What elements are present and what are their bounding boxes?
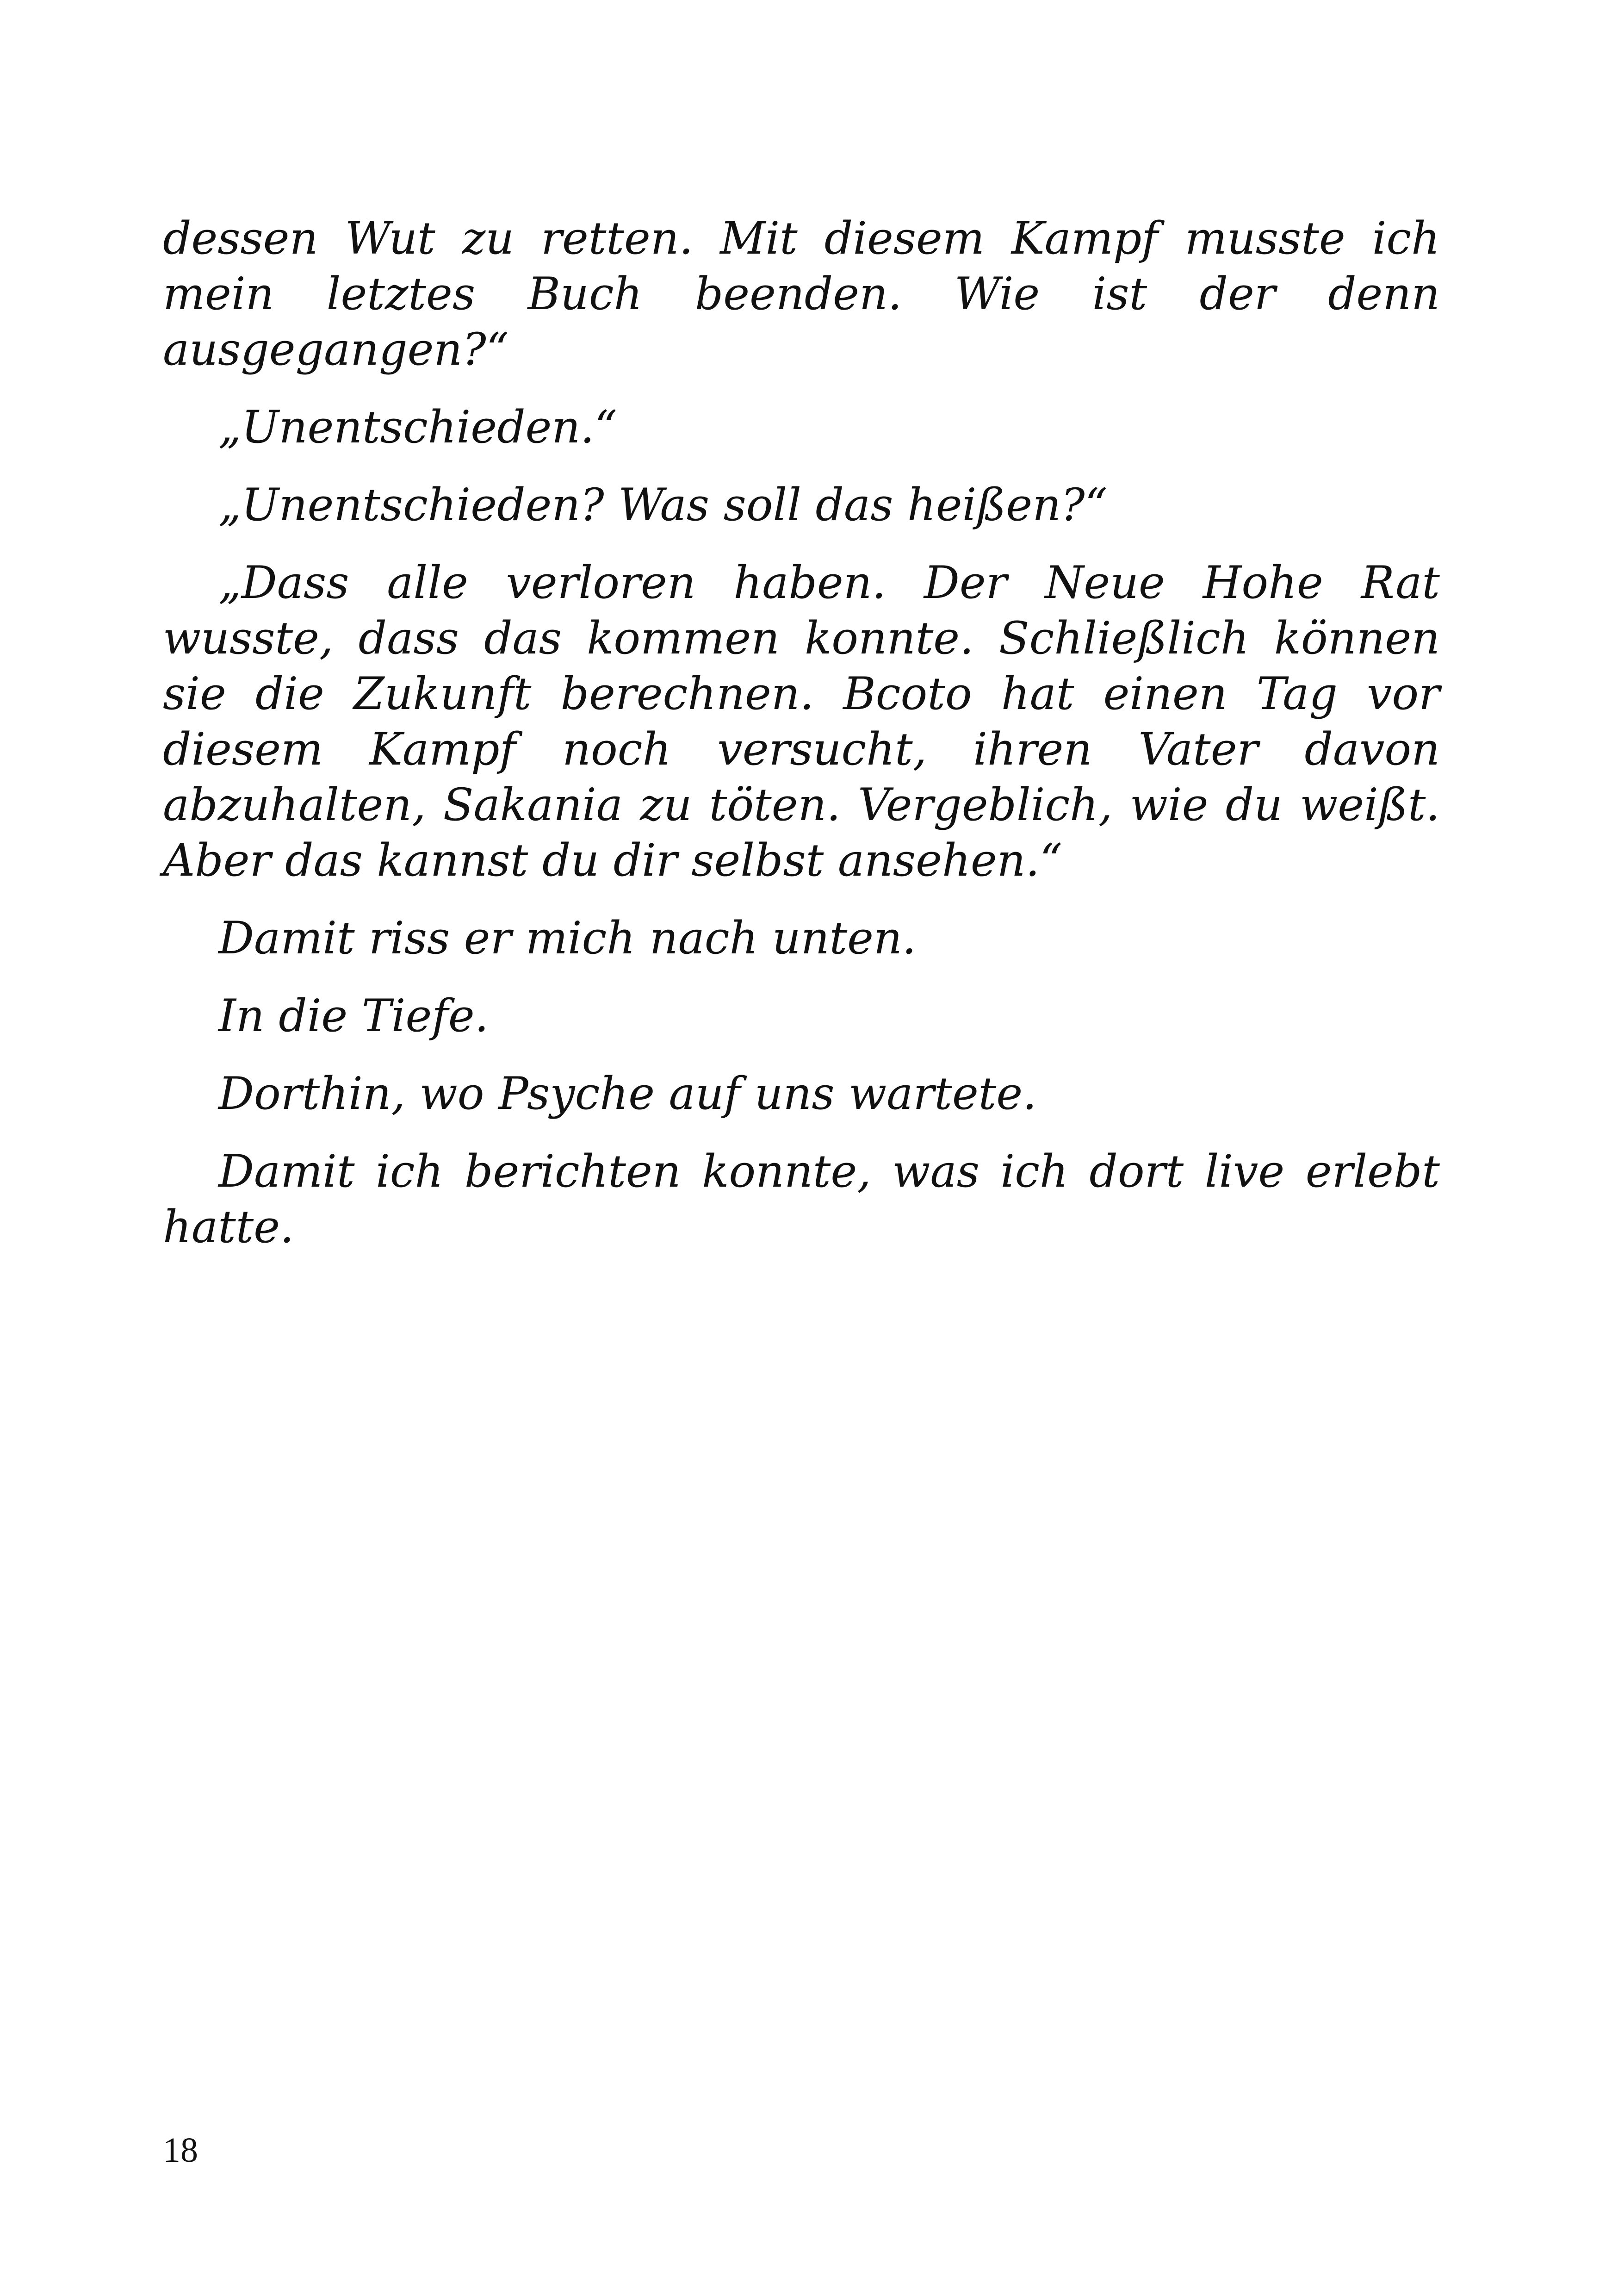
paragraph-continuation: dessen Wut zu retten. Mit diesem Kampf musste ich mein letztes Buch beenden. Wie ist der denn ausgegangen?“ [163,212,1440,375]
paragraph-narration: In die Tiefe. [218,990,489,1042]
paragraph-dialogue: „Unentschieden.“ [218,401,617,453]
paragraph-narration: Dorthin, wo Psyche auf uns wartete. [218,1068,1037,1120]
page-number: 18 [163,2131,198,2170]
body-text [163,211,1440,1277]
paragraph-dialogue: „Unentschieden? Was soll das heißen?“ [218,479,1108,531]
paragraph-dialogue: „Dass alle verloren haben. Der Neue Hohe Rat wusste, dass das kommen konnte. Schließlich können sie die Zukunft berechnen. Bcoto hat einen Tag vor diesem Kampf noch versucht, ihren Vater davon abzuhalten, Sakania zu töten. Vergeblich, wie du weißt. Aber das kannst du dir selbst ansehen.“ [163,557,1440,886]
paragraph-narration: Damit ich berichten konnte, was ich dort live erlebt hatte. [163,1145,1440,1253]
paragraph-narration: Damit riss er mich nach unten. [218,912,917,964]
